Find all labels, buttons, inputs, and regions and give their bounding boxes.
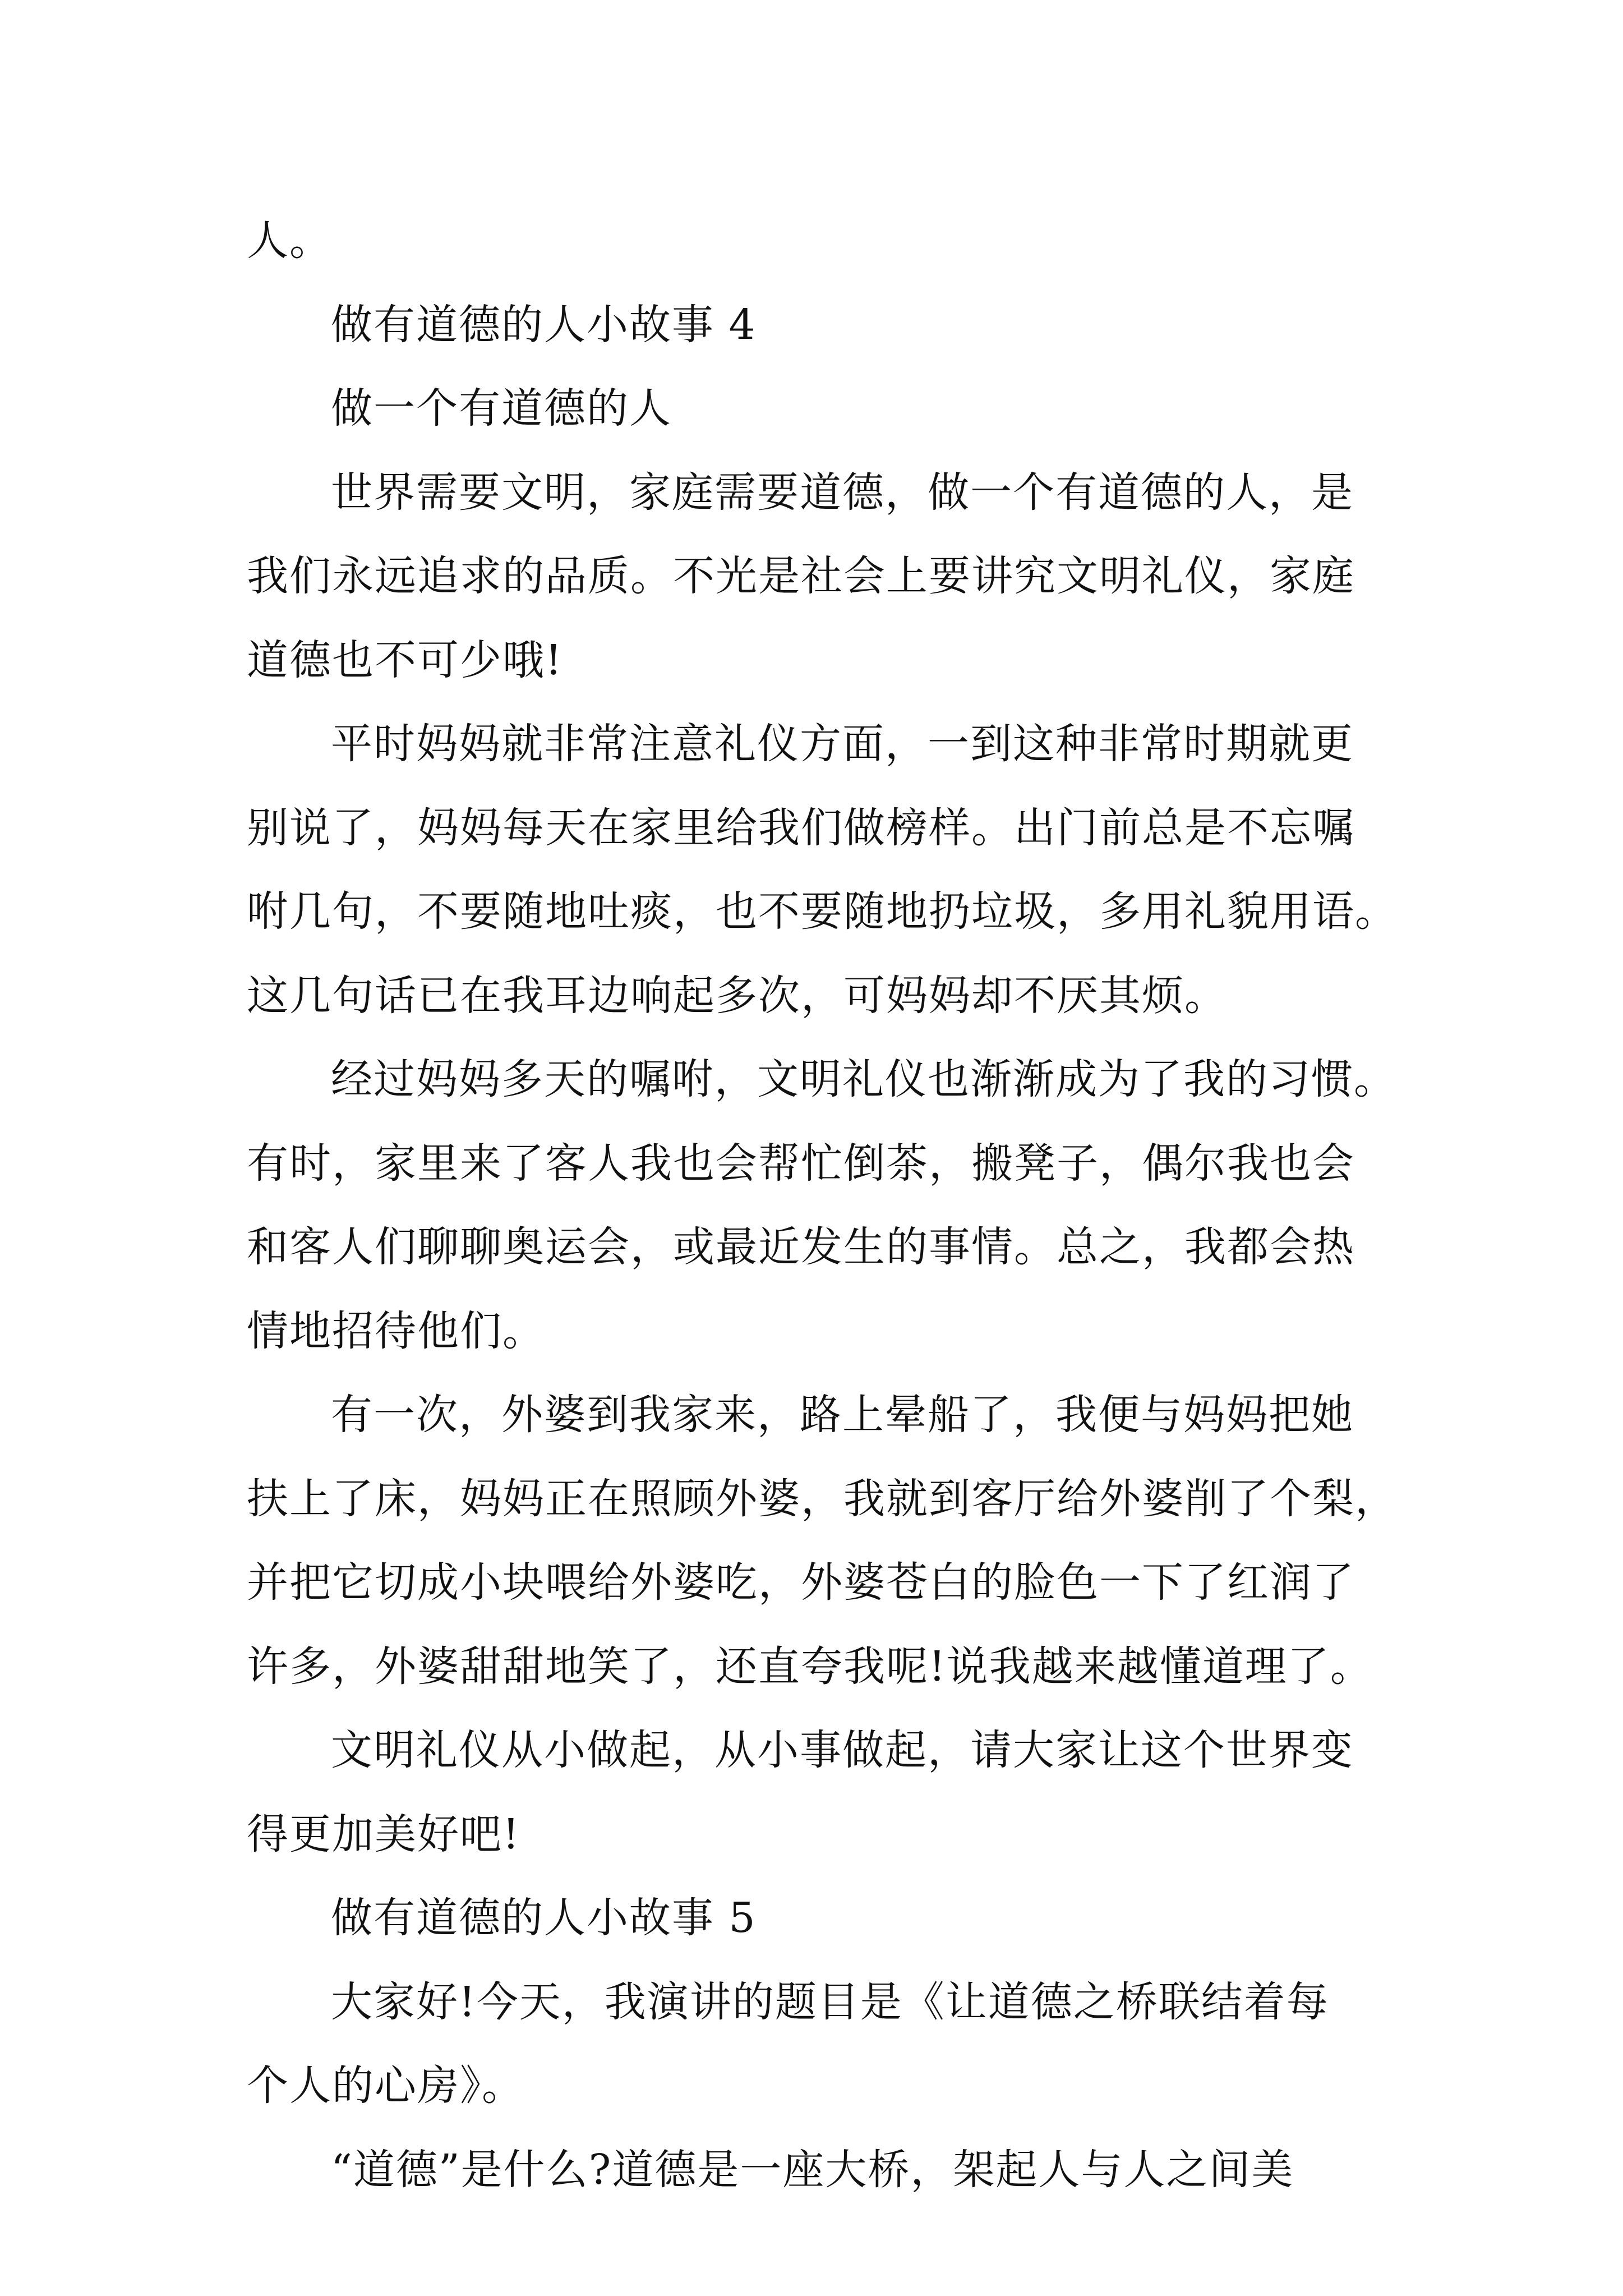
text-line: 别说了，妈妈每天在家里给我们做榜样。出门前总是不忘嘱 <box>247 803 1355 852</box>
text-line: “道德”是什么?道德是一座大桥，架起人与人之间美 <box>331 2145 1294 2194</box>
section-heading: 做有道德的人小故事 4 <box>331 300 757 349</box>
text-line: 文明礼仪从小做起，从小事做起，请大家让这个世界变 <box>331 1726 1354 1774</box>
document-body <box>247 199 1398 2212</box>
text-line: 世界需要文明，家庭需要道德，做一个有道德的人，是 <box>331 468 1354 517</box>
story-title: 做一个有道德的人 <box>331 384 672 432</box>
text-line: 我们永远追求的品质。不光是社会上要讲究文明礼仪，家庭 <box>247 552 1355 600</box>
text-line: 得更加美好吧! <box>247 1810 520 1858</box>
text-line: 大家好!今天，我演讲的题目是《让道德之桥联结着每 <box>331 1977 1329 2026</box>
text-line: 人。 <box>247 217 332 265</box>
text-line: 许多，外婆甜甜地笑了，还直夸我呢!说我越来越懂道理了。 <box>247 1642 1373 1691</box>
text-line: 这几句话已在我耳边响起多次，可妈妈却不厌其烦。 <box>247 971 1227 1020</box>
text-line: 道德也不可少哦! <box>247 636 563 684</box>
text-line: 咐几句，不要随地吐痰，也不要随地扔垃圾，多用礼貌用语。 <box>247 887 1398 936</box>
text-line: 和客人们聊聊奥运会，或最近发生的事情。总之，我都会热 <box>247 1223 1355 1271</box>
text-line: 平时妈妈就非常注意礼仪方面，一到这种非常时期就更 <box>331 720 1354 768</box>
text-line: 经过妈妈多天的嘱咐，文明礼仪也渐渐成为了我的习惯。 <box>331 1055 1396 1103</box>
section-heading: 做有道德的人小故事 5 <box>331 1894 757 1942</box>
text-line: 扶上了床，妈妈正在照顾外婆，我就到客厅给外婆削了个梨， <box>247 1474 1398 1523</box>
text-line: 有一次，外婆到我家来，路上晕船了，我便与妈妈把她 <box>331 1391 1354 1439</box>
text-line: 有时，家里来了客人我也会帮忙倒茶，搬凳子，偶尔我也会 <box>247 1139 1355 1188</box>
text-line: 情地招待他们。 <box>247 1306 545 1355</box>
text-line: 个人的心房》。 <box>247 2062 524 2110</box>
text-line: 并把它切成小块喂给外婆吃，外婆苍白的脸色一下了红润了 <box>247 1558 1355 1607</box>
